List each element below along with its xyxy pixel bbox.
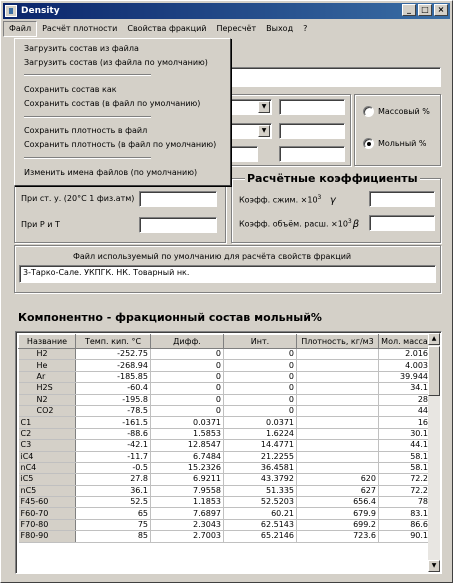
table-cell[interactable]: 0 (151, 371, 224, 382)
expansion-field[interactable] (369, 215, 435, 231)
expansion-label (239, 218, 359, 230)
menu-separator (24, 157, 151, 159)
composition-table (18, 334, 431, 543)
menu-file[interactable]: Файл (3, 21, 37, 37)
table-cell[interactable]: 12.8547 (151, 440, 224, 451)
radio-mass-dot[interactable] (363, 106, 374, 117)
compress-label (239, 194, 336, 206)
table-cell[interactable]: 2.7003 (151, 531, 224, 542)
radio-mass[interactable] (363, 106, 430, 117)
component-name-cell[interactable]: F70-80 (19, 519, 76, 530)
app-icon (5, 5, 17, 17)
table-cell[interactable]: 52.5 (76, 497, 151, 508)
table-row[interactable] (19, 383, 431, 394)
table-row[interactable] (19, 462, 431, 473)
table-row[interactable] (19, 508, 431, 519)
menu-exit[interactable]: Выход (266, 24, 294, 33)
menu-density-calc[interactable]: Расчёт плотности (42, 24, 118, 33)
menu-recalc[interactable]: Пересчёт (216, 24, 257, 33)
table-cell[interactable]: 65 (76, 508, 151, 519)
component-name-cell[interactable]: C3 (19, 440, 76, 451)
table-row[interactable] (19, 451, 431, 462)
coeff-group (231, 178, 441, 243)
table-cell[interactable]: 36.1 (76, 485, 151, 496)
table-cell[interactable]: 0 (224, 394, 297, 405)
table-row[interactable] (19, 440, 431, 451)
column-header[interactable]: Мол. масса (379, 335, 431, 349)
table-cell[interactable]: -268.94 (76, 360, 151, 371)
table-cell[interactable]: 52.5203 (224, 497, 297, 508)
table-cell[interactable]: 72.2 (379, 474, 431, 485)
table-cell[interactable]: 0 (151, 383, 224, 394)
table-cell[interactable]: 51.335 (224, 485, 297, 496)
component-name-cell[interactable]: F60-70 (19, 508, 76, 519)
component-name-cell[interactable]: H2 (19, 349, 76, 360)
density-stp-field[interactable] (139, 191, 217, 207)
density-pt-field[interactable] (139, 217, 217, 233)
table-row[interactable] (19, 485, 431, 496)
table-cell[interactable]: 27.8 (76, 474, 151, 485)
table-cell[interactable]: 0 (224, 371, 297, 382)
compress-field[interactable] (369, 191, 435, 207)
table-cell[interactable]: -0.5 (76, 462, 151, 473)
table-row[interactable] (19, 428, 431, 439)
vertical-scrollbar[interactable] (428, 333, 440, 572)
radio-molar-dot[interactable] (363, 138, 374, 149)
table-cell[interactable]: 679.9 (297, 508, 379, 519)
component-name-cell[interactable]: He (19, 360, 76, 371)
table-cell[interactable] (297, 394, 379, 405)
maximize-button[interactable]: □ (418, 4, 432, 16)
table-cell[interactable]: 44 (379, 405, 431, 416)
menu-load-composition[interactable]: Загрузить состав из файла (24, 44, 139, 53)
radio-mass-label: Массовый % (378, 107, 430, 116)
composition-grid[interactable] (15, 331, 442, 574)
table-cell[interactable]: 58.1 (379, 451, 431, 462)
menu-save-density[interactable]: Сохранить плотность в файл (24, 126, 148, 135)
table-cell[interactable]: 15.2326 (151, 462, 224, 473)
title-bar[interactable] (3, 3, 450, 19)
table-cell[interactable] (297, 451, 379, 462)
table-cell[interactable]: 2.3043 (151, 519, 224, 530)
table-cell[interactable]: 627 (297, 485, 379, 496)
default-file-field[interactable]: 3-Тарко-Сале. УКПГК. НК. Товарный нк. (19, 265, 436, 283)
table-cell[interactable]: 699.2 (297, 519, 379, 530)
menu-fraction-props[interactable]: Свойства фракций (127, 24, 207, 33)
chevron-down-icon[interactable]: ▼ (258, 125, 270, 137)
column-header[interactable]: Плотность, кг/м3 (297, 335, 379, 349)
table-cell[interactable]: 620 (297, 474, 379, 485)
table-cell[interactable]: 0 (224, 383, 297, 394)
menu-separator (24, 116, 151, 118)
field-4[interactable] (279, 146, 345, 162)
table-cell[interactable] (297, 349, 379, 360)
table-cell[interactable] (297, 383, 379, 394)
file-menu-dropdown (14, 38, 231, 186)
expansion-text: Коэфф. объём. расш. ×10 (239, 219, 348, 229)
table-cell[interactable]: 0.0371 (151, 417, 224, 428)
table-cell[interactable]: 723.6 (297, 531, 379, 542)
table-cell[interactable]: 7.9558 (151, 485, 224, 496)
table-cell[interactable]: 83.1 (379, 508, 431, 519)
table-cell[interactable]: 90.1 (379, 531, 431, 542)
table-cell[interactable]: 1.6224 (224, 428, 297, 439)
table-row[interactable] (19, 405, 431, 416)
table-cell[interactable] (297, 417, 379, 428)
table-cell[interactable]: 2.016 (379, 349, 431, 360)
table-row[interactable] (19, 360, 431, 371)
table-cell[interactable]: 14.4771 (224, 440, 297, 451)
table-cell[interactable]: -78.5 (76, 405, 151, 416)
table-cell[interactable]: 0.0371 (224, 417, 297, 428)
component-name-cell[interactable]: C1 (19, 417, 76, 428)
table-cell[interactable] (297, 428, 379, 439)
table-cell[interactable] (297, 360, 379, 371)
compress-sym: γ (329, 194, 336, 206)
combo-2[interactable] (226, 123, 272, 139)
default-file-label: Файл используемый по умолчанию для расчёта свойств фракций (73, 252, 352, 261)
expansion-exp: 3 (347, 218, 352, 225)
menu-save-density-default[interactable]: Сохранить плотность (в файл по умолчанию) (24, 140, 217, 149)
table-row[interactable] (19, 417, 431, 428)
menu-separator (24, 74, 151, 76)
component-name-cell[interactable]: iC4 (19, 451, 76, 462)
table-cell[interactable]: 36.4581 (224, 462, 297, 473)
compress-text: Коэфф. сжим. ×10 (239, 195, 318, 205)
table-cell[interactable]: -161.5 (76, 417, 151, 428)
density-group (14, 178, 226, 243)
table-row[interactable] (19, 394, 431, 405)
table-cell[interactable]: -88.6 (76, 428, 151, 439)
field-1[interactable] (279, 99, 345, 115)
component-name-cell[interactable]: C2 (19, 428, 76, 439)
table-cell[interactable]: 65.2146 (224, 531, 297, 542)
close-button[interactable]: × (434, 4, 448, 16)
table-cell[interactable]: 86.6 (379, 519, 431, 530)
table-row[interactable] (19, 519, 431, 530)
density-pt-label: При Р и Т (21, 220, 60, 229)
density-stp-label: При ст. у. (20°С 1 физ.атм) (21, 194, 135, 203)
component-name-cell[interactable]: CO2 (19, 405, 76, 416)
menu-save-composition-as[interactable]: Сохранить состав как (24, 85, 117, 94)
chevron-down-icon[interactable]: ▼ (258, 101, 270, 113)
table-cell[interactable]: 39.944 (379, 371, 431, 382)
table-cell[interactable]: -60.4 (76, 383, 151, 394)
table-cell[interactable]: 4.003 (379, 360, 431, 371)
component-name-cell[interactable]: H2S (19, 383, 76, 394)
column-header[interactable]: Темп. кип. °С (76, 335, 151, 349)
component-name-cell[interactable]: F80-90 (19, 531, 76, 542)
table-cell[interactable]: -195.8 (76, 394, 151, 405)
radio-molar[interactable] (363, 138, 427, 149)
table-cell[interactable]: 1.5853 (151, 428, 224, 439)
combo-1[interactable] (226, 99, 272, 115)
scroll-up-icon[interactable]: ▲ (428, 333, 440, 345)
compress-exp: 3 (317, 194, 322, 201)
table-cell[interactable]: -42.1 (76, 440, 151, 451)
menu-rename-default-files[interactable]: Изменить имена файлов (по умолчанию) (24, 168, 198, 177)
scroll-down-icon[interactable]: ▼ (428, 560, 440, 572)
table-cell[interactable]: -185.85 (76, 371, 151, 382)
column-header[interactable]: Инт. (224, 335, 297, 349)
table-cell[interactable]: 62.5143 (224, 519, 297, 530)
table-cell[interactable]: 0 (151, 394, 224, 405)
composition-title: Компонентно - фракционный состав мольный% (18, 311, 322, 324)
table-cell[interactable]: -11.7 (76, 451, 151, 462)
table-cell[interactable] (297, 371, 379, 382)
table-cell[interactable]: 58.1 (379, 462, 431, 473)
table-row[interactable] (19, 349, 431, 360)
component-name-cell[interactable]: nC5 (19, 485, 76, 496)
window-title: Density (21, 6, 60, 16)
table-cell[interactable]: 6.9211 (151, 474, 224, 485)
table-row[interactable] (19, 474, 431, 485)
component-name-cell[interactable]: nC4 (19, 462, 76, 473)
menu-load-composition-default[interactable]: Загрузить состав (из файла по умолчанию) (24, 58, 208, 67)
minimize-button[interactable]: _ (402, 4, 416, 16)
table-cell[interactable]: 1.1853 (151, 497, 224, 508)
table-row[interactable] (19, 497, 431, 508)
table-cell[interactable]: 0 (151, 405, 224, 416)
menu-help[interactable]: ? (303, 24, 308, 33)
table-cell[interactable]: 656.4 (297, 497, 379, 508)
percent-type-group (354, 94, 441, 166)
table-cell[interactable]: 78 (379, 497, 431, 508)
coeff-title: Расчётные коэффициенты (247, 172, 418, 185)
radio-molar-label: Мольный % (378, 139, 427, 148)
menu-save-composition-default[interactable]: Сохранить состав (в файл по умолчанию) (24, 99, 201, 108)
component-name-cell[interactable]: iC5 (19, 474, 76, 485)
component-name-cell[interactable]: Ar (19, 371, 76, 382)
menu-bar (3, 21, 312, 37)
table-cell[interactable]: 75 (76, 519, 151, 530)
table-cell[interactable] (297, 462, 379, 473)
scroll-thumb[interactable] (428, 346, 440, 396)
column-header[interactable]: Название (19, 335, 76, 349)
component-name-cell[interactable]: F45-60 (19, 497, 76, 508)
table-cell[interactable]: 85 (76, 531, 151, 542)
table-cell[interactable]: 0 (224, 349, 297, 360)
table-cell[interactable]: 0 (151, 349, 224, 360)
table-cell[interactable]: 16 (379, 417, 431, 428)
table-cell[interactable]: 0 (224, 360, 297, 371)
table-cell[interactable]: 43.3792 (224, 474, 297, 485)
table-cell[interactable]: 30.1 (379, 428, 431, 439)
table-cell[interactable] (297, 405, 379, 416)
table-cell[interactable]: 34.1 (379, 383, 431, 394)
column-header[interactable]: Дифф. (151, 335, 224, 349)
component-name-cell[interactable]: N2 (19, 394, 76, 405)
table-cell[interactable]: 28 (379, 394, 431, 405)
table-row[interactable] (19, 531, 431, 542)
table-row[interactable] (19, 371, 431, 382)
expansion-sym: β (352, 218, 360, 230)
table-cell[interactable]: -252.75 (76, 349, 151, 360)
table-cell[interactable]: 72.2 (379, 485, 431, 496)
table-cell[interactable]: 44.1 (379, 440, 431, 451)
table-cell[interactable]: 7.6897 (151, 508, 224, 519)
table-cell[interactable]: 6.7484 (151, 451, 224, 462)
table-cell[interactable] (297, 440, 379, 451)
table-cell[interactable]: 0 (151, 360, 224, 371)
table-cell[interactable]: 0 (224, 405, 297, 416)
field-2[interactable] (279, 123, 345, 139)
table-cell[interactable]: 60.21 (224, 508, 297, 519)
table-cell[interactable]: 21.2255 (224, 451, 297, 462)
